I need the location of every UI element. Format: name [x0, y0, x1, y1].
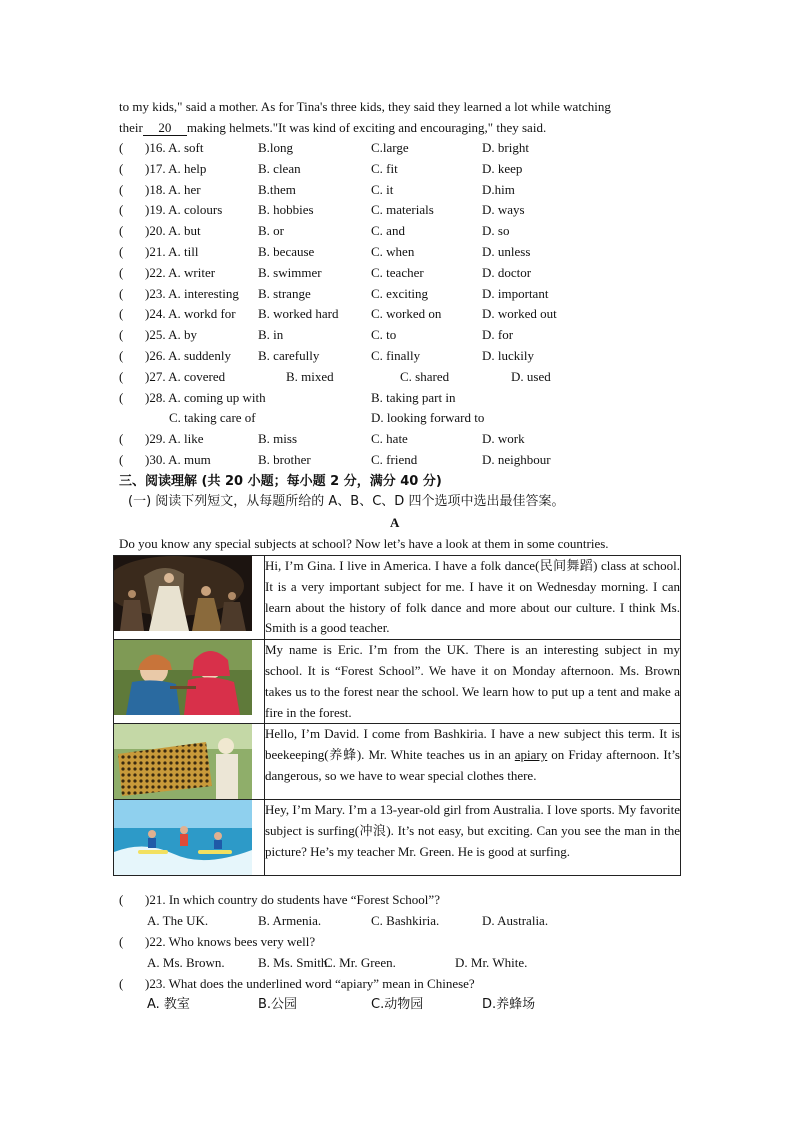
answer-bracket[interactable]: (	[119, 452, 124, 467]
option-b: B. because	[258, 244, 315, 259]
answer-bracket[interactable]: (	[119, 934, 124, 949]
option-b: B. mixed	[286, 368, 334, 384]
subjects-table	[113, 555, 681, 876]
option-a: )21. A. till	[145, 244, 199, 259]
option-b: B. in	[258, 327, 284, 343]
passage-intro: Do you know any special subjects at school? Now let’s have a look at them in some countries.	[119, 536, 609, 551]
option-c: C. and	[371, 223, 405, 239]
option-a: A. 教室	[147, 997, 190, 1012]
option-a: )29. A. like	[145, 431, 204, 447]
answer-bracket[interactable]: (	[119, 976, 124, 991]
option-c: C. Mr. Green.	[324, 955, 396, 970]
option-b: B. carefully	[258, 348, 320, 363]
table-row	[114, 800, 681, 876]
option-c: C. hate	[371, 431, 408, 447]
option-a: )22. A. writer	[145, 264, 216, 280]
option-c: C. teacher	[371, 264, 424, 280]
option-c: B. taking part in	[371, 389, 456, 405]
question-stem: )22. Who knows bees very well?	[145, 934, 316, 949]
section-heading: 三、阅读理解 (共 20 小题；每小题 2 分，满分 40 分)	[119, 474, 442, 489]
table-row	[114, 556, 681, 640]
option-c: C.动物园	[371, 997, 424, 1012]
option-b: B.them	[258, 181, 296, 197]
option-a: )20. A. but	[145, 223, 201, 239]
option-c: C.large	[371, 140, 409, 155]
option-a: A. The UK.	[147, 913, 209, 928]
option-a: )23. A. interesting	[145, 285, 239, 301]
answer-bracket[interactable]: (	[119, 348, 124, 363]
answer-bracket[interactable]: (	[119, 223, 124, 239]
option-d: D. Australia.	[482, 913, 549, 928]
option-d: D. so	[482, 223, 510, 239]
option-c: C. friend	[371, 452, 418, 467]
passage-line-2: their 20 making helmets."It was kind of exciting and encouraging," they said.	[119, 120, 547, 135]
option-c: C. to	[371, 327, 397, 343]
option-d: D. important	[482, 285, 549, 301]
question-stem: )23. What does the underlined word “apiary” mean in Chinese?	[145, 976, 475, 991]
option-b: B. clean	[258, 160, 301, 176]
option-a: )30. A. mum	[145, 452, 211, 467]
option-d: D. ways	[482, 202, 525, 218]
option-c: C. materials	[371, 202, 434, 218]
option-b: B. miss	[258, 431, 298, 447]
option-a: )19. A. colours	[145, 202, 223, 218]
answer-bracket[interactable]: (	[119, 202, 124, 218]
surfing-photo	[114, 800, 252, 875]
answer-bracket[interactable]: (	[119, 431, 124, 447]
option-a: )18. A. her	[145, 181, 201, 197]
option-b: B. worked hard	[258, 306, 339, 322]
option-c: C. exciting	[371, 285, 429, 301]
section-instruction: (一) 阅读下列短文，从每题所给的 A、B、C、D 四个选项中选出最佳答案。	[128, 494, 565, 509]
option-c: C. fit	[371, 160, 398, 176]
beekeeping-photo	[114, 724, 252, 799]
answer-bracket[interactable]: (	[119, 368, 124, 384]
option-b: B. Armenia.	[258, 913, 322, 928]
option-d: D. doctor	[482, 264, 532, 280]
option-c: C. shared	[400, 368, 450, 384]
answer-bracket[interactable]: (	[119, 892, 124, 907]
answer-bracket[interactable]: (	[119, 181, 124, 197]
folk-dance-photo	[114, 556, 252, 631]
passage-line-1: to my kids," said a mother. As for Tina's three kids, they said they learned a lot while watching	[119, 99, 611, 114]
option-a: )24. A. workd for	[145, 306, 236, 322]
option-a: )28. A. coming up with	[145, 389, 266, 405]
option-d: D.养蜂场	[482, 997, 536, 1012]
option-d: D. Mr. White.	[455, 955, 528, 970]
option-b: B. hobbies	[258, 202, 314, 218]
mary-text: Hey, I’m Mary. I’m a 13-year-old girl from Australia. I love sports. My favorite subject is surfing(冲浪). It’s not easy, but exciting. Can you see the man in the picture? He’s my teacher Mr. Green. He is good at surfing.	[265, 800, 681, 876]
answer-bracket[interactable]: (	[119, 160, 124, 176]
option-c: C. finally	[371, 348, 421, 363]
option-d: D. neighbour	[482, 452, 551, 467]
answer-bracket[interactable]: (	[119, 306, 124, 322]
option-d: D. bright	[482, 140, 529, 155]
option-b: B.公园	[258, 997, 298, 1012]
answer-bracket[interactable]: (	[119, 285, 124, 301]
option-d: D. unless	[482, 244, 531, 259]
option-c: C. when	[371, 244, 415, 259]
underlined-word-apiary: apiary	[514, 747, 548, 763]
answer-bracket[interactable]: (	[119, 264, 124, 280]
option-b: C. taking care of	[169, 410, 256, 426]
option-d: D. worked out	[482, 306, 557, 322]
question-stem: )21. In which country do students have “Forest School”?	[145, 892, 440, 907]
option-c: C. worked on	[371, 306, 442, 322]
eric-text: My name is Eric. I’m from the UK. There is an interesting subject in my school. It is “Forest School”. We have it on Monday afternoon. Ms. Brown takes us to the forest near the school. We learn how to put up a tent and make a fire in the forest.	[265, 640, 681, 724]
option-b: B.long	[258, 140, 294, 155]
option-c: C. Bashkiria.	[371, 913, 440, 928]
answer-bracket[interactable]: (	[119, 327, 124, 343]
answer-bracket[interactable]: (	[119, 140, 124, 155]
option-b: B. or	[258, 223, 284, 239]
table-row	[114, 640, 681, 724]
option-c: C. it	[371, 181, 394, 197]
option-d: D. work	[482, 431, 525, 447]
option-d: D.him	[482, 181, 515, 197]
option-d: D. keep	[482, 160, 523, 176]
option-d: D. for	[482, 327, 514, 343]
option-a: )27. A. covered	[145, 368, 226, 384]
david-text: Hello, I’m David. I come from Bashkiria. I have a new subject this term. It is beekeeping(养蜂). Mr. White teaches us in an apiary on Friday afternoon. It’s dangerous, so we have to wear special clothes there.	[265, 724, 681, 800]
option-b: B. strange	[258, 285, 311, 301]
answer-bracket[interactable]: (	[119, 244, 124, 259]
option-c: D. looking forward to	[371, 410, 485, 426]
option-d: D. used	[511, 368, 551, 384]
option-b: B. Ms. Smith.	[258, 955, 331, 970]
option-a: )17. A. help	[145, 160, 207, 176]
option-a: )16. A. soft	[145, 140, 204, 155]
passage-title: A	[390, 515, 400, 530]
cloze-passage-end	[119, 96, 675, 138]
answer-bracket[interactable]: (	[119, 389, 124, 405]
option-a: A. Ms. Brown.	[147, 955, 225, 970]
blank-20: 20	[143, 120, 187, 136]
option-a: )26. A. suddenly	[145, 348, 231, 363]
table-row	[114, 724, 681, 800]
option-a: )25. A. by	[145, 327, 197, 343]
option-b: B. brother	[258, 452, 311, 467]
option-b: B. swimmer	[258, 264, 322, 280]
option-d: D. luckily	[482, 348, 534, 363]
gina-text: Hi, I’m Gina. I live in America. I have a folk dance(民间舞蹈) class at school. It is a very important subject for me. I have it on Wednesday morning. I can learn about the history of folk dance and more about our culture. I think Ms. Smith is a good teacher.	[265, 556, 681, 640]
forest-school-photo	[114, 640, 252, 715]
